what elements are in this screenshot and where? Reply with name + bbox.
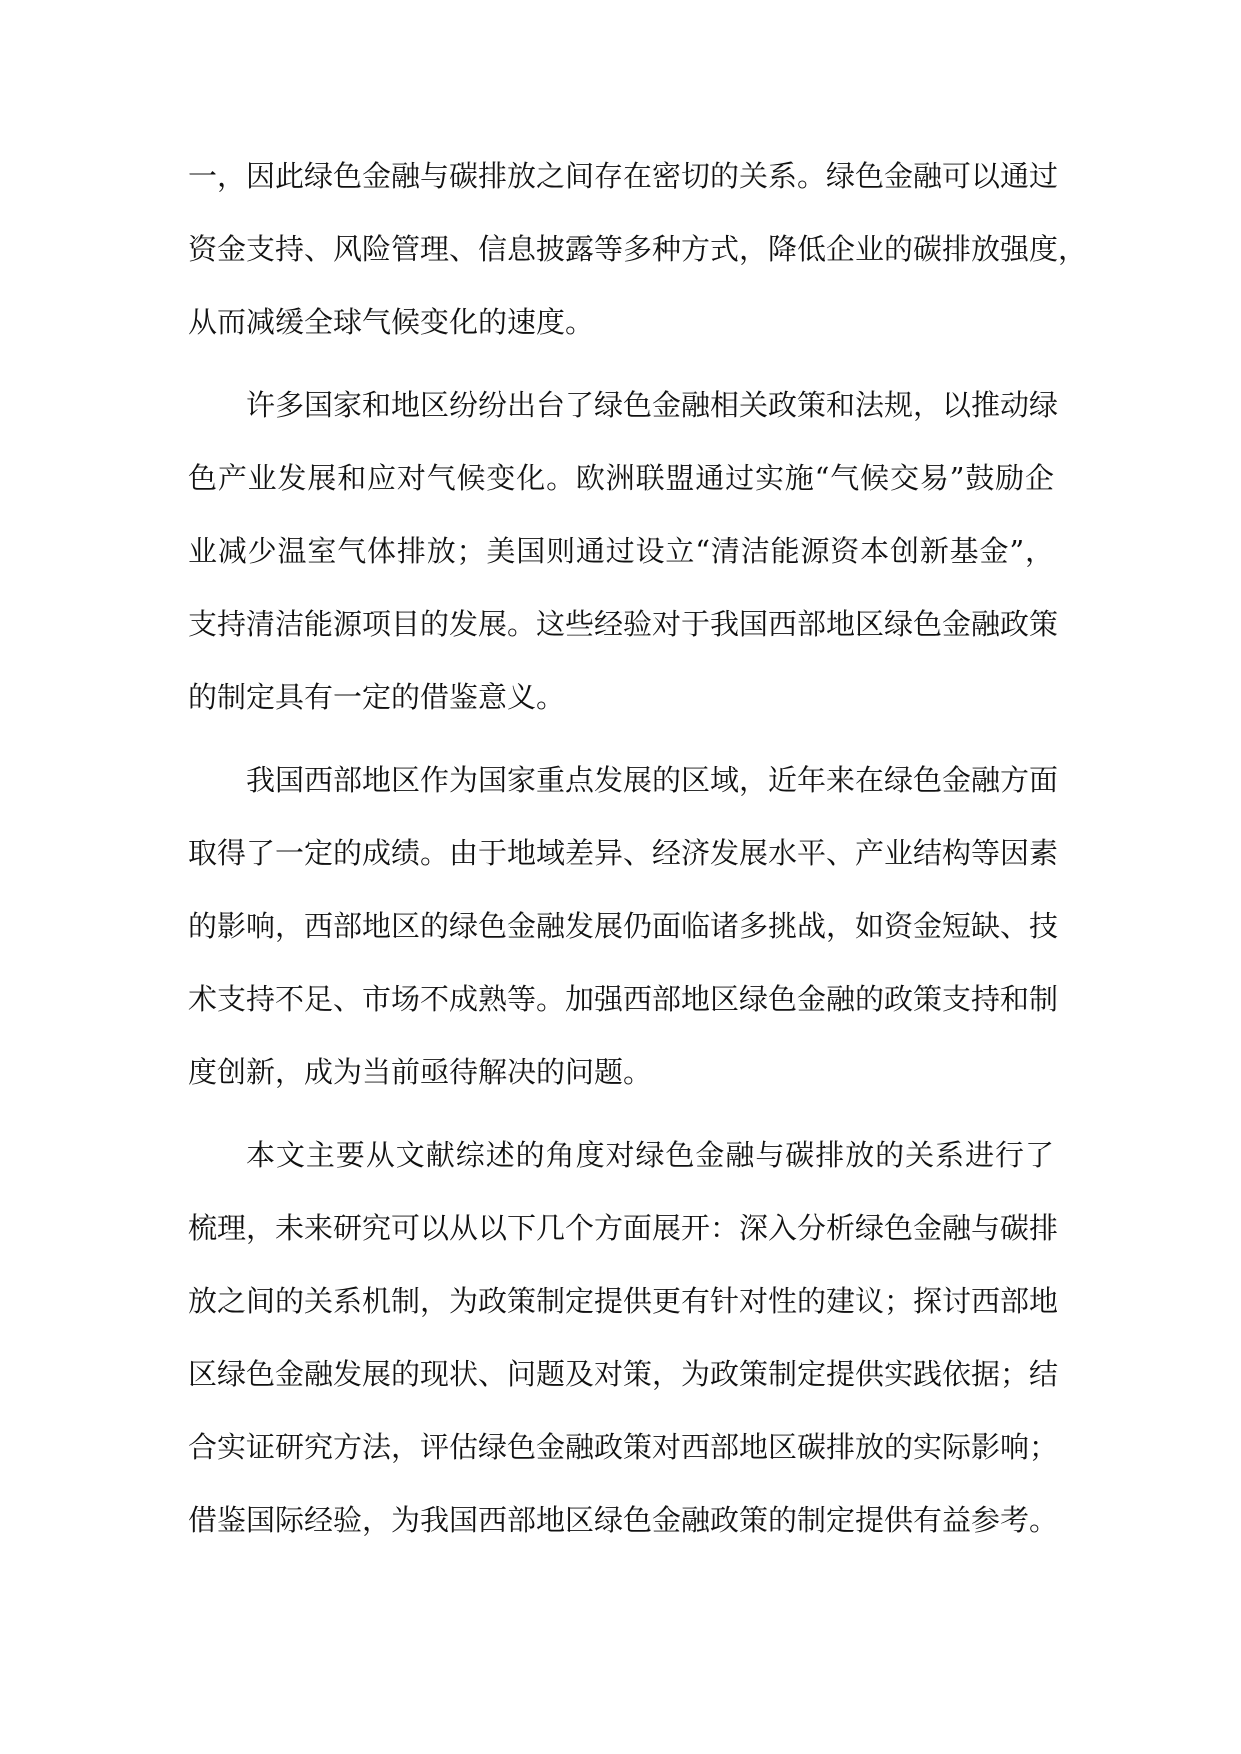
text-line: 从而减缓全球气候变化的速度。 <box>188 305 595 339</box>
text-line: 放之间的关系机制，为政策制定提供更有针对性的建议；探讨西部地 <box>188 1284 1059 1318</box>
text-line: 本文主要从文献综述的角度对绿色金融与碳排放的关系进行了 <box>246 1138 1054 1172</box>
text-line: 支持清洁能源项目的发展。这些经验对于我国西部地区绿色金融政策 <box>188 607 1059 641</box>
text-line: 色产业发展和应对气候变化。欧洲联盟通过实施“气候交易”鼓励企 <box>188 461 1054 495</box>
text-line: 借鉴国际经验，为我国西部地区绿色金融政策的制定提供有益参考。 <box>188 1503 1059 1537</box>
text-line: 合实证研究方法，评估绿色金融政策对西部地区碳排放的实际影响； <box>188 1430 1059 1464</box>
document-page <box>188 140 1088 1567</box>
paragraph-2 <box>188 369 1059 734</box>
text-line: 取得了一定的成绩。由于地域差异、经济发展水平、产业结构等因素 <box>188 836 1059 870</box>
text-line: 的影响，西部地区的绿色金融发展仍面临诸多挑战，如资金短缺、技 <box>188 909 1059 943</box>
text-line: 一，因此绿色金融与碳排放之间存在密切的关系。绿色金融可以通过 <box>188 159 1059 193</box>
text-line: 梳理，未来研究可以从以下几个方面展开：深入分析绿色金融与碳排 <box>188 1211 1059 1245</box>
text-line: 度创新，成为当前亟待解决的问题。 <box>188 1055 653 1089</box>
paragraph-1 <box>188 140 1088 359</box>
text-line: 业减少温室气体排放；美国则通过设立“清洁能源资本创新基金”， <box>188 534 1054 568</box>
text-line: 的制定具有一定的借鉴意义。 <box>188 680 566 714</box>
text-line: 资金支持、风险管理、信息披露等多种方式，降低企业的碳排放强度， <box>188 232 1088 266</box>
text-line: 我国西部地区作为国家重点发展的区域，近年来在绿色金融方面 <box>246 763 1059 797</box>
paragraph-3 <box>188 744 1059 1109</box>
paragraph-4 <box>188 1119 1059 1557</box>
text-line: 区绿色金融发展的现状、问题及对策，为政策制定提供实践依据；结 <box>188 1357 1059 1391</box>
text-line: 术支持不足、市场不成熟等。加强西部地区绿色金融的政策支持和制 <box>188 982 1059 1016</box>
text-line: 许多国家和地区纷纷出台了绿色金融相关政策和法规，以推动绿 <box>246 388 1059 422</box>
